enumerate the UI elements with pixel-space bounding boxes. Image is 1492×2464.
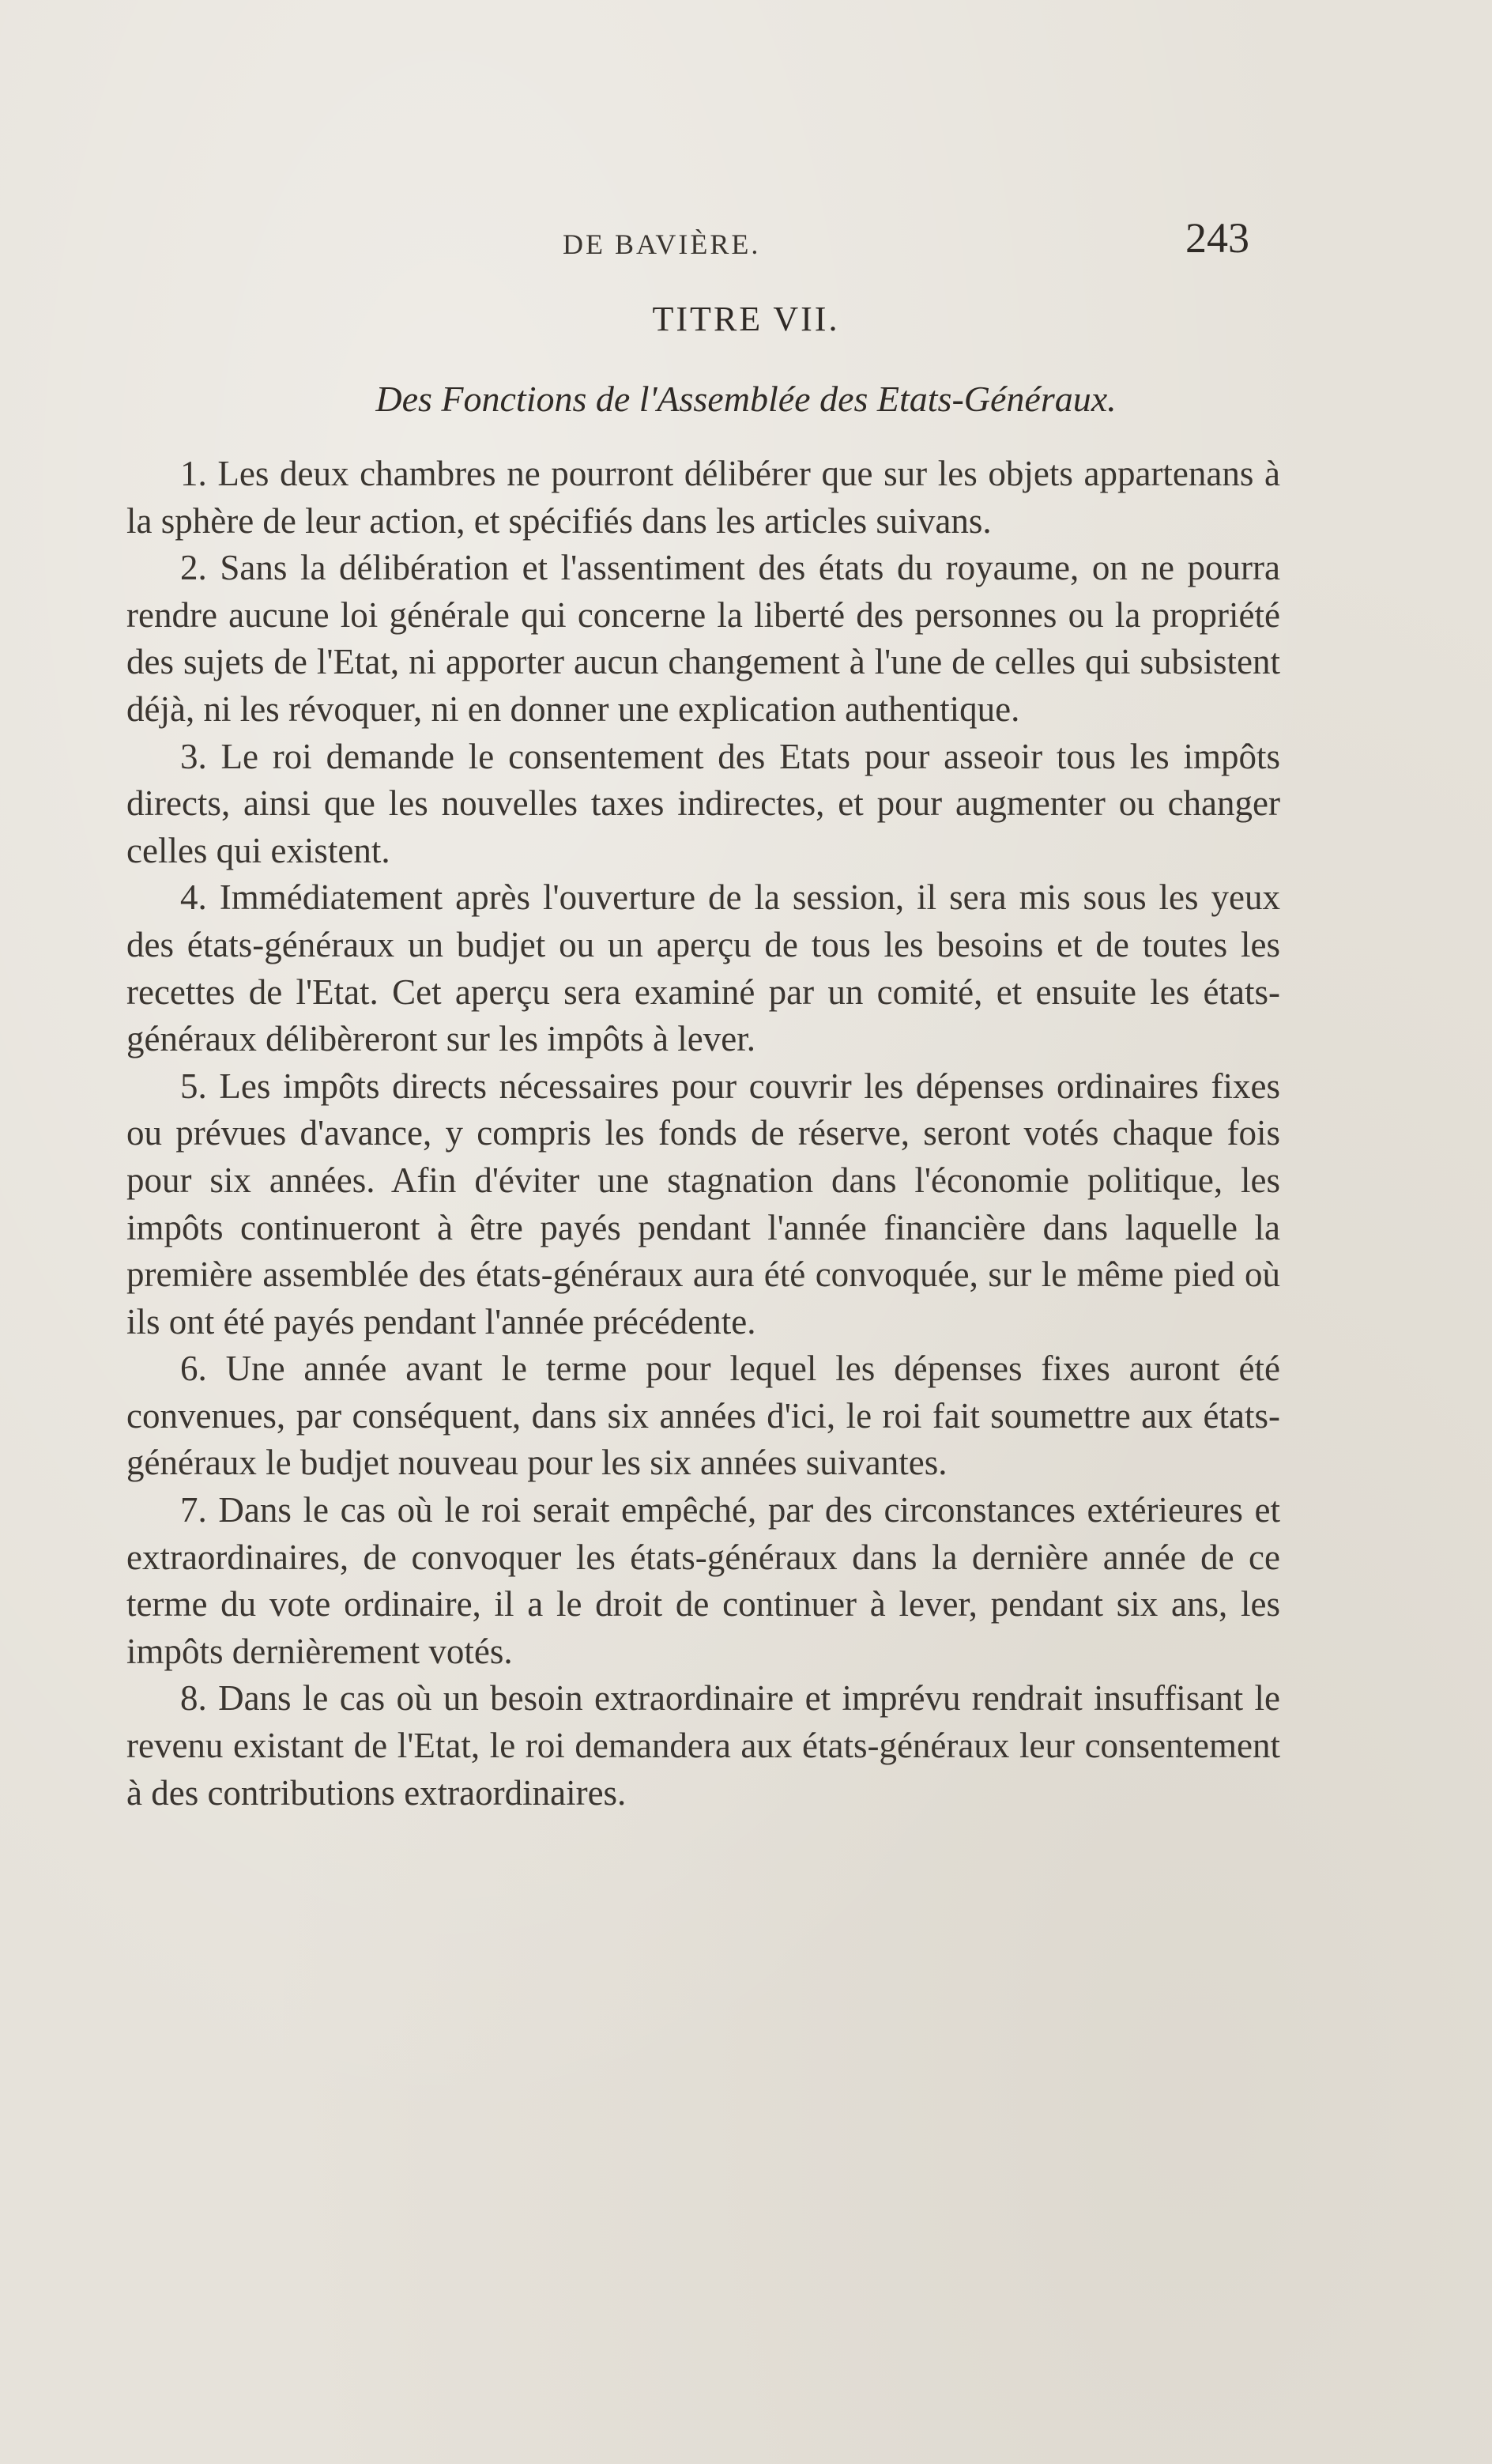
article-5: 5. Les impôts directs nécessaires pour couvrir les dépenses ordinaires fixes ou prévues d'avance, y compris les fonds de réserve, seront votés chaque fois pour six années. Afin d'éviter une stagnation dans l'économie politique, les impôts continueront à être payés pendant l'année financière dans laquelle la première assemblée des états-généraux aura été convoquée, sur le même pied où ils ont été payés pendant l'année précédente. xyxy=(126,1066,1280,1341)
article-8: 8. Dans le cas où un besoin extraordinaire et imprévu rendrait insuffisant le revenu existant de l'Etat, le roi demandera aux états-généraux leur consentement à des contributions extraordinaires. xyxy=(126,1678,1280,1813)
page-number: 243 xyxy=(1185,214,1249,262)
article-6: 6. Une année avant le terme pour lequel les dépenses fixes auront été convenues, par conséquent, dans six années d'ici, le roi fait soumettre aux états-généraux le budjet nouveau pour les six années suivantes. xyxy=(126,1349,1280,1483)
section-title: TITRE VII. xyxy=(652,300,840,338)
body-text xyxy=(126,451,1280,1817)
running-head: DE BAVIÈRE. xyxy=(563,228,761,260)
article-1: 1. Les deux chambres ne pourront délibérer que sur les objets appartenans à la sphère de leur action, et spécifiés dans les articles suivans. xyxy=(126,454,1280,541)
section-subtitle: Des Fonctions de l'Assemblée des Etats-Généraux. xyxy=(375,379,1117,419)
article-4: 4. Immédiatement après l'ouverture de la session, il sera mis sous les yeux des états-généraux un budjet ou un aperçu de tous les besoins et de toutes les recettes de l'Etat. Cet aperçu sera examiné par un comité, et ensuite les états-généraux délibèreront sur les impôts à lever. xyxy=(126,877,1280,1059)
article-2: 2. Sans la délibération et l'assentiment des états du royaume, on ne pourra rendre aucune loi générale qui concerne la liberté des personnes ou la propriété des sujets de l'Etat, ni apporter aucun changement à l'une de celles qui subsistent déjà, ni les révoquer, ni en donner une explication authentique. xyxy=(126,548,1280,729)
article-3: 3. Le roi demande le consentement des Etats pour asseoir tous les impôts directs, ainsi que les nouvelles taxes indirectes, et pour augmenter ou changer celles qui existent. xyxy=(126,736,1280,870)
article-7: 7. Dans le cas où le roi serait empêché, par des circonstances extérieures et extraordinaires, de convoquer les états-généraux dans la dernière année de ce terme du vote ordinaire, il a le droit de continuer à lever, pendant six ans, les impôts dernièrement votés. xyxy=(126,1490,1280,1671)
